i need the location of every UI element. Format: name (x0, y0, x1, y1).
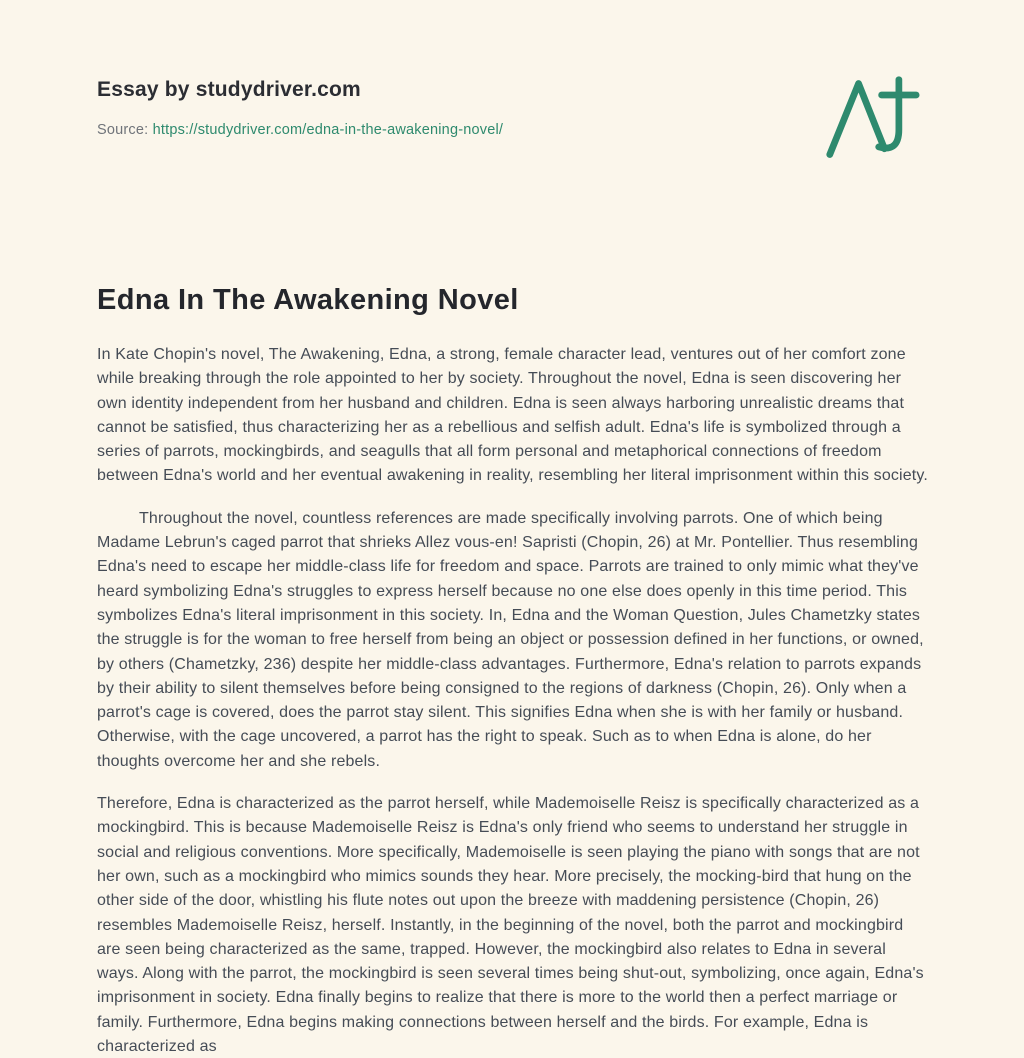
essay-paragraph-3: Therefore, Edna is characterized as the parrot herself, while Mademoiselle Reisz is specifically characterized as a mockingbird. This is because Mademoiselle Reisz is Edna's only friend who seems to understand her struggle in social and religious conventions. More specifically, Mademoiselle is seen playing the piano with songs that are not her own, such as a mockingbird who mimics sounds they hear. More precisely, the mocking-bird that hung on the other side of the door, whistling his flute notes out upon the breeze with maddening persistence (Chopin, 26) resembles Mademoiselle Reisz, herself. Instantly, in the beginning of the novel, both the parrot and mockingbird are seen being characterized as the same, trapped. However, the mockingbird also relates to Edna in several ways. Along with the parrot, the mockingbird is seen several times being shut-out, symbolizing, once again, Edna's imprisonment in society. Edna finally begins to realize that there is more to the world then a perfect marriage or family. Furthermore, Edna begins making connections between herself and the birds. For example, Edna is characterized as (97, 795, 924, 1056)
source-label: Source: (97, 122, 149, 138)
header-left (97, 78, 503, 138)
essay-body (97, 343, 928, 1058)
document-header (97, 78, 928, 168)
essay-by-line: Essay by studydriver.com (97, 78, 361, 101)
source-line (97, 122, 503, 138)
source-url-link[interactable]: https://studydriver.com/edna-in-the-awakening-novel/ (152, 122, 504, 138)
essay-paragraph-1: In Kate Chopin's novel, The Awakening, Edna, a strong, female character lead, ventures out of her comfort zone while breaking through the role appointed to her by society. Throughout the novel, Edna is seen discovering her own identity independent from her husband and children. Edna is seen always harboring unrealistic dreams that cannot be satisfied, thus characterizing her as a rebellious and selfish adult. Edna's life is symbolized through a series of parrots, mockingbirds, and seagulls that all form personal and metaphorical connections of freedom between Edna's world and her eventual awakening in reality, resembling her literal imprisonment within this society. (97, 346, 928, 485)
essay-title: Edna In The Awakening Novel (97, 284, 519, 316)
essay-paragraph-2: Throughout the novel, countless references are made specifically involving parrots. One of which being Madame Lebrun's caged parrot that shrieks Allez vous-en! Sapristi (Chopin, 26) at Mr. Pontellier. Thus resembling Edna's need to escape her middle-class life for freedom and space. Parrots are trained to only mimic what they've heard symbolizing Edna's struggles to express herself because no one else does openly in this time period. This symbolizes Edna's literal imprisonment in this society. In, Edna and the Woman Question, Jules Chametzky states the struggle is for the woman to free herself from being an object or possession defined in her functions, or owned, by others (Chametzky, 236) despite her middle-class advantages. Furthermore, Edna's relation to parrots expands by their ability to silent themselves before being consigned to the regions of darkness (Chopin, 26). Only when a parrot's cage is covered, does the parrot stay silent. This signifies Edna when she is with her family or husband. Otherwise, with the cage uncovered, a parrot has the right to speak. Such as to when Edna is alone, do her thoughts overcome her and she rebels. (97, 509, 924, 770)
studydriver-logo-icon (824, 72, 920, 168)
